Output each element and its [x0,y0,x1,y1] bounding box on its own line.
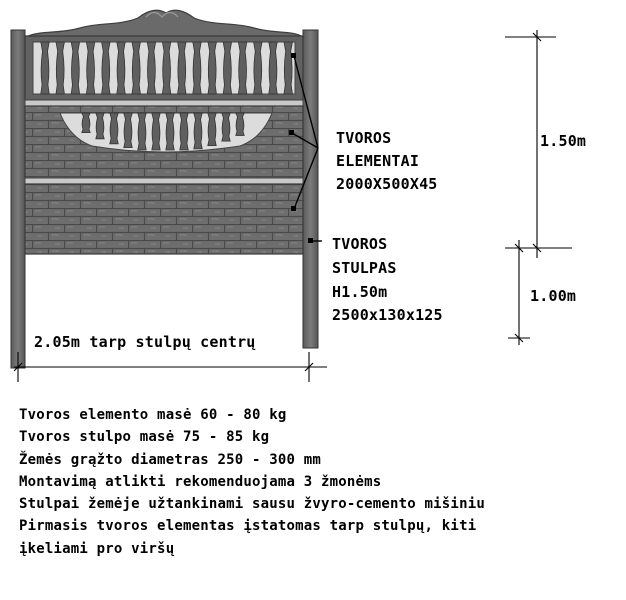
baluster [117,42,125,94]
element-title-line1: TVOROS [336,129,392,147]
baluster [71,42,79,94]
baluster [208,113,216,146]
note-item: Žemės grąžto diametras 250 - 300 mm [19,451,322,468]
note-item: Pirmasis tvoros elementas įstatomas tarp stulpų, kiti [19,518,477,535]
height-above-ground: 1.50m [540,132,587,150]
baluster [56,42,64,94]
baluster [238,42,246,94]
height-below-ground: 1.00m [530,287,577,305]
fence-panel-bottom [25,184,303,254]
baluster [41,42,49,94]
baluster [208,42,216,94]
fence-post-left [11,30,25,368]
baluster [236,113,244,135]
note-item: įkeliami pro viršų [19,540,175,557]
installation-notes [19,404,485,560]
baluster [178,42,186,94]
baluster [102,42,110,94]
baluster [194,113,202,149]
baluster-row-top [41,42,293,94]
fence-post-right [303,30,318,348]
element-dimensions: 2000X500X45 [336,175,438,193]
note-item: Tvoros stulpo masė 75 - 85 kg [19,429,270,446]
baluster [166,113,174,150]
baluster [124,113,132,148]
baluster [152,113,160,150]
post-height: H1.50m [332,283,388,301]
element-title-line2: ELEMENTAI [336,152,420,170]
post-title-line2: STULPAS [332,259,397,277]
baluster [147,42,155,94]
baluster [269,42,277,94]
baluster [222,113,230,141]
baluster [193,42,201,94]
note-item: Tvoros elemento masė 60 - 80 kg [19,407,287,423]
spacing-dimension [14,352,327,382]
baluster [162,42,170,94]
baluster [132,42,140,94]
baluster [110,113,118,144]
post-dimensions: 2500x130x125 [332,306,443,324]
baluster [138,113,146,150]
note-item: Montavimą atlikti rekomenduojama 3 žmonėms [19,473,382,490]
baluster [180,113,188,150]
note-item: Stulpai žemėje užtankinami sausu žvyro-cemento mišiniu [19,496,485,513]
baluster [284,42,292,94]
baluster [86,42,94,94]
baluster [82,113,90,133]
baluster [254,42,262,94]
panel-divider-rail [25,100,303,106]
baluster [223,42,231,94]
post-spacing-label: 2.05m tarp stulpų centrų [34,333,256,351]
panel-divider-rail [25,178,303,184]
baluster [96,113,104,139]
post-title-line1: TVOROS [332,235,388,253]
